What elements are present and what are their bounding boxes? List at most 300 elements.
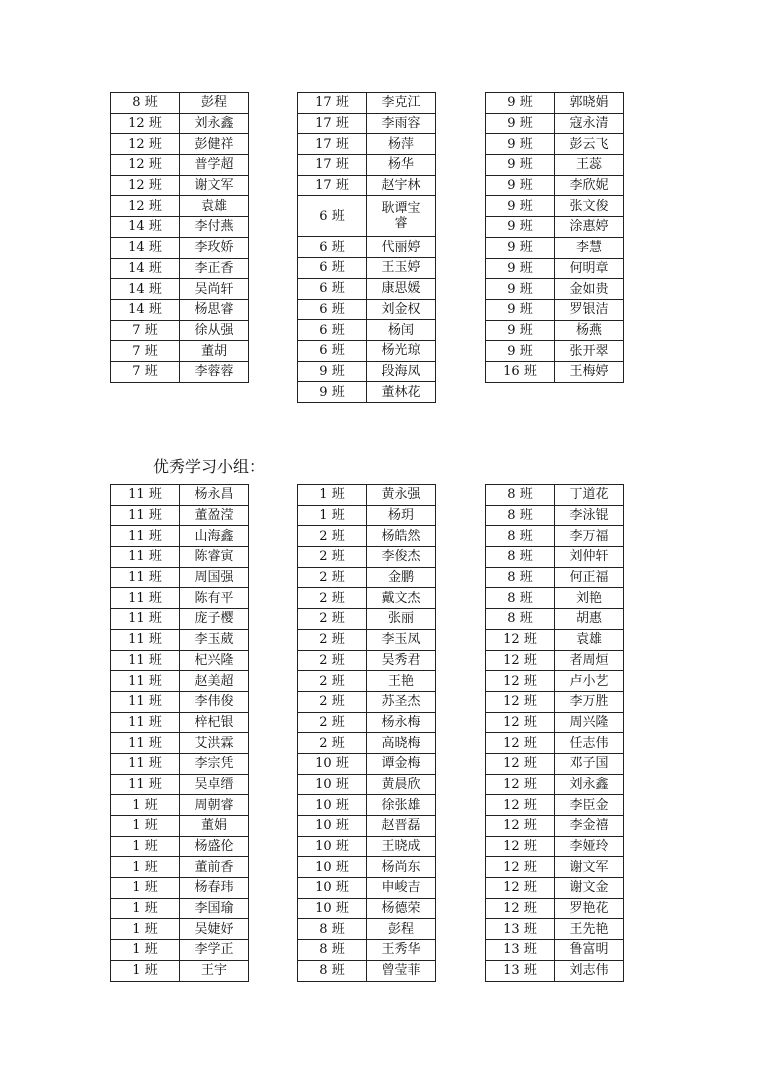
student-name-cell: 曾莹菲 bbox=[367, 960, 436, 981]
table-row bbox=[298, 919, 436, 940]
class-cell: 1 班 bbox=[298, 485, 367, 506]
student-name-cell: 董胡 bbox=[180, 341, 249, 362]
student-name-cell: 李蓉蓉 bbox=[180, 361, 249, 382]
table-row bbox=[486, 341, 624, 362]
table-row bbox=[486, 878, 624, 899]
class-cell: 1 班 bbox=[111, 836, 180, 857]
table-row bbox=[111, 588, 249, 609]
class-cell: 1 班 bbox=[111, 878, 180, 899]
table-row bbox=[298, 196, 436, 237]
student-name-cell: 谢文军 bbox=[555, 857, 624, 878]
student-name-cell: 杨德荣 bbox=[367, 898, 436, 919]
table-row bbox=[298, 485, 436, 506]
student-name-cell: 杨盛伦 bbox=[180, 836, 249, 857]
class-cell: 10 班 bbox=[298, 753, 367, 774]
class-cell: 8 班 bbox=[486, 547, 555, 568]
class-cell: 11 班 bbox=[111, 588, 180, 609]
student-name-cell: 赵美超 bbox=[180, 671, 249, 692]
student-name-cell: 何明章 bbox=[555, 258, 624, 279]
table-row bbox=[486, 671, 624, 692]
table-row bbox=[111, 753, 249, 774]
class-cell: 10 班 bbox=[298, 898, 367, 919]
class-cell: 12 班 bbox=[111, 113, 180, 134]
student-name-cell: 杨皓然 bbox=[367, 526, 436, 547]
table-row bbox=[111, 299, 249, 320]
class-cell: 12 班 bbox=[486, 671, 555, 692]
table-row bbox=[111, 547, 249, 568]
class-cell: 8 班 bbox=[486, 526, 555, 547]
class-cell: 14 班 bbox=[111, 217, 180, 238]
class-cell: 2 班 bbox=[298, 547, 367, 568]
table-row bbox=[298, 898, 436, 919]
class-cell: 11 班 bbox=[111, 629, 180, 650]
table-row bbox=[111, 898, 249, 919]
student-name-cell: 谭金梅 bbox=[367, 753, 436, 774]
table-row bbox=[486, 960, 624, 981]
student-name-cell: 李克江 bbox=[367, 93, 436, 114]
student-name-cell: 李玉凤 bbox=[367, 629, 436, 650]
class-cell: 17 班 bbox=[298, 134, 367, 155]
top-roster-table-2 bbox=[297, 92, 436, 403]
class-cell: 9 班 bbox=[486, 196, 555, 217]
table-row bbox=[111, 196, 249, 217]
class-cell: 9 班 bbox=[298, 361, 367, 382]
student-name-cell: 艾洪霖 bbox=[180, 733, 249, 754]
student-name-cell: 丁道花 bbox=[555, 485, 624, 506]
student-name-cell: 刘仲轩 bbox=[555, 547, 624, 568]
class-cell: 17 班 bbox=[298, 113, 367, 134]
student-name-cell: 张开翠 bbox=[555, 341, 624, 362]
table-row bbox=[111, 795, 249, 816]
student-name-cell: 梓杞银 bbox=[180, 712, 249, 733]
student-name-cell: 袁雄 bbox=[180, 196, 249, 217]
class-cell: 1 班 bbox=[111, 960, 180, 981]
table-row bbox=[111, 258, 249, 279]
student-name-cell: 李欣妮 bbox=[555, 175, 624, 196]
class-cell: 17 班 bbox=[298, 155, 367, 176]
class-cell: 2 班 bbox=[298, 629, 367, 650]
student-name-cell: 罗艳花 bbox=[555, 898, 624, 919]
class-cell: 12 班 bbox=[486, 878, 555, 899]
class-cell: 8 班 bbox=[486, 588, 555, 609]
class-cell: 11 班 bbox=[111, 609, 180, 630]
student-name-cell: 卢小艺 bbox=[555, 671, 624, 692]
table-row bbox=[111, 155, 249, 176]
table-row bbox=[111, 650, 249, 671]
class-cell: 12 班 bbox=[111, 175, 180, 196]
student-name-cell: 杨永昌 bbox=[180, 485, 249, 506]
table-row bbox=[111, 505, 249, 526]
table-row bbox=[298, 733, 436, 754]
class-cell: 12 班 bbox=[486, 629, 555, 650]
section-heading: 优秀学习小组： bbox=[153, 457, 266, 476]
class-cell: 10 班 bbox=[298, 878, 367, 899]
student-name-cell: 王蕊 bbox=[555, 155, 624, 176]
table-row bbox=[298, 650, 436, 671]
table-row bbox=[298, 175, 436, 196]
student-name-cell: 刘永鑫 bbox=[180, 113, 249, 134]
student-name-cell: 张丽 bbox=[367, 609, 436, 630]
class-cell: 12 班 bbox=[486, 691, 555, 712]
student-name-cell: 代丽婷 bbox=[367, 237, 436, 258]
class-cell: 12 班 bbox=[486, 898, 555, 919]
class-cell: 8 班 bbox=[298, 919, 367, 940]
class-cell: 9 班 bbox=[486, 237, 555, 258]
student-name-cell: 赵晋磊 bbox=[367, 816, 436, 837]
student-name-cell: 彭程 bbox=[367, 919, 436, 940]
class-cell: 9 班 bbox=[486, 175, 555, 196]
class-cell: 1 班 bbox=[111, 898, 180, 919]
table-row bbox=[111, 733, 249, 754]
student-name-cell: 王玉婷 bbox=[367, 258, 436, 279]
student-name-cell: 杨玥 bbox=[367, 505, 436, 526]
table-row bbox=[298, 629, 436, 650]
class-cell: 6 班 bbox=[298, 196, 367, 237]
class-cell: 11 班 bbox=[111, 485, 180, 506]
student-name-cell: 董盈滢 bbox=[180, 505, 249, 526]
table-row bbox=[486, 629, 624, 650]
group-roster-table-2 bbox=[297, 484, 436, 982]
table-row bbox=[486, 898, 624, 919]
class-cell: 9 班 bbox=[486, 279, 555, 300]
table-row bbox=[486, 547, 624, 568]
student-name-cell: 李国瑜 bbox=[180, 898, 249, 919]
table-row bbox=[111, 93, 249, 114]
table-row bbox=[298, 712, 436, 733]
student-name-cell: 任志伟 bbox=[555, 733, 624, 754]
table-row bbox=[486, 505, 624, 526]
student-name-cell: 彭健祥 bbox=[180, 134, 249, 155]
student-name-cell: 王宇 bbox=[180, 960, 249, 981]
student-name-cell: 彭云飞 bbox=[555, 134, 624, 155]
student-name-cell: 吴婕妤 bbox=[180, 919, 249, 940]
student-name-cell: 王秀华 bbox=[367, 940, 436, 961]
table-row bbox=[298, 795, 436, 816]
student-name-cell: 刘志伟 bbox=[555, 960, 624, 981]
student-name-cell: 周朝睿 bbox=[180, 795, 249, 816]
table-row bbox=[111, 857, 249, 878]
student-name-cell: 刘永鑫 bbox=[555, 774, 624, 795]
student-name-cell: 王晓成 bbox=[367, 836, 436, 857]
table-row bbox=[298, 237, 436, 258]
class-cell: 12 班 bbox=[486, 857, 555, 878]
student-name-cell: 李正香 bbox=[180, 258, 249, 279]
student-name-cell: 李玉葳 bbox=[180, 629, 249, 650]
student-name-cell: 徐张雄 bbox=[367, 795, 436, 816]
student-name-cell: 袁雄 bbox=[555, 629, 624, 650]
student-name-cell: 高晓梅 bbox=[367, 733, 436, 754]
table-row bbox=[111, 113, 249, 134]
table-row bbox=[486, 196, 624, 217]
class-cell: 8 班 bbox=[111, 93, 180, 114]
student-name-cell: 申峻吉 bbox=[367, 878, 436, 899]
table-row bbox=[111, 816, 249, 837]
table-row bbox=[111, 629, 249, 650]
student-name-cell: 罗银洁 bbox=[555, 299, 624, 320]
class-cell: 2 班 bbox=[298, 588, 367, 609]
table-row bbox=[298, 547, 436, 568]
class-cell: 12 班 bbox=[486, 650, 555, 671]
table-row bbox=[486, 175, 624, 196]
class-cell: 11 班 bbox=[111, 526, 180, 547]
class-cell: 2 班 bbox=[298, 712, 367, 733]
class-cell: 10 班 bbox=[298, 774, 367, 795]
student-name-cell: 谢文金 bbox=[555, 878, 624, 899]
student-name-cell: 陈睿寅 bbox=[180, 547, 249, 568]
table-row bbox=[298, 113, 436, 134]
student-name-cell: 郭晓娟 bbox=[555, 93, 624, 114]
class-cell: 2 班 bbox=[298, 567, 367, 588]
table-row bbox=[298, 526, 436, 547]
class-cell: 12 班 bbox=[111, 196, 180, 217]
class-cell: 9 班 bbox=[486, 217, 555, 238]
class-cell: 8 班 bbox=[486, 505, 555, 526]
student-name-cell: 杨尚东 bbox=[367, 857, 436, 878]
class-cell: 1 班 bbox=[111, 795, 180, 816]
table-row bbox=[298, 753, 436, 774]
class-cell: 14 班 bbox=[111, 299, 180, 320]
class-cell: 2 班 bbox=[298, 609, 367, 630]
table-row bbox=[298, 258, 436, 279]
table-row bbox=[298, 836, 436, 857]
class-cell: 11 班 bbox=[111, 567, 180, 588]
table-row bbox=[486, 753, 624, 774]
class-cell: 1 班 bbox=[111, 816, 180, 837]
student-name-cell: 者周烜 bbox=[555, 650, 624, 671]
table-row bbox=[298, 940, 436, 961]
class-cell: 12 班 bbox=[486, 753, 555, 774]
student-name-cell: 戴文杰 bbox=[367, 588, 436, 609]
table-row bbox=[298, 588, 436, 609]
table-row bbox=[298, 382, 436, 403]
class-cell: 11 班 bbox=[111, 691, 180, 712]
class-cell: 11 班 bbox=[111, 753, 180, 774]
table-row bbox=[486, 93, 624, 114]
class-cell: 9 班 bbox=[486, 93, 555, 114]
class-cell: 9 班 bbox=[486, 258, 555, 279]
student-name-cell: 康思媛 bbox=[367, 278, 436, 299]
class-cell: 11 班 bbox=[111, 712, 180, 733]
table-row bbox=[486, 567, 624, 588]
table-row bbox=[111, 774, 249, 795]
student-name-cell: 董前香 bbox=[180, 857, 249, 878]
table-row bbox=[111, 341, 249, 362]
student-name-cell: 李娅玲 bbox=[555, 836, 624, 857]
student-name-cell: 董娟 bbox=[180, 816, 249, 837]
table-row bbox=[298, 320, 436, 341]
table-row bbox=[111, 567, 249, 588]
student-name-cell: 李万福 bbox=[555, 526, 624, 547]
student-name-cell: 董林花 bbox=[367, 382, 436, 403]
student-name-cell: 周兴隆 bbox=[555, 712, 624, 733]
table-row bbox=[111, 919, 249, 940]
table-row bbox=[298, 774, 436, 795]
class-cell: 11 班 bbox=[111, 774, 180, 795]
student-name-cell: 徐从强 bbox=[180, 320, 249, 341]
table-row bbox=[486, 919, 624, 940]
class-cell: 2 班 bbox=[298, 526, 367, 547]
class-cell: 13 班 bbox=[486, 919, 555, 940]
class-cell: 9 班 bbox=[298, 382, 367, 403]
class-cell: 11 班 bbox=[111, 547, 180, 568]
class-cell: 7 班 bbox=[111, 341, 180, 362]
class-cell: 12 班 bbox=[486, 733, 555, 754]
student-name-cell: 张文俊 bbox=[555, 196, 624, 217]
table-row bbox=[111, 485, 249, 506]
class-cell: 8 班 bbox=[486, 485, 555, 506]
class-cell: 6 班 bbox=[298, 340, 367, 361]
table-row bbox=[486, 816, 624, 837]
table-row bbox=[298, 609, 436, 630]
student-name-cell: 李俊杰 bbox=[367, 547, 436, 568]
class-cell: 6 班 bbox=[298, 299, 367, 320]
table-row bbox=[486, 857, 624, 878]
student-name-cell: 耿谭宝睿 bbox=[367, 196, 436, 237]
class-cell: 1 班 bbox=[298, 505, 367, 526]
table-row bbox=[486, 320, 624, 341]
table-row bbox=[486, 237, 624, 258]
table-row bbox=[298, 93, 436, 114]
class-cell: 7 班 bbox=[111, 320, 180, 341]
table-row bbox=[486, 299, 624, 320]
class-cell: 16 班 bbox=[486, 361, 555, 382]
student-name-cell: 鲁富明 bbox=[555, 940, 624, 961]
class-cell: 7 班 bbox=[111, 361, 180, 382]
class-cell: 11 班 bbox=[111, 650, 180, 671]
table-row bbox=[486, 609, 624, 630]
table-row bbox=[111, 836, 249, 857]
class-cell: 9 班 bbox=[486, 155, 555, 176]
class-cell: 10 班 bbox=[298, 836, 367, 857]
class-cell: 2 班 bbox=[298, 691, 367, 712]
student-name-cell: 邓子国 bbox=[555, 753, 624, 774]
class-cell: 2 班 bbox=[298, 733, 367, 754]
top-roster-table-3 bbox=[485, 92, 624, 383]
table-row bbox=[111, 960, 249, 981]
table-row bbox=[298, 691, 436, 712]
table-row bbox=[486, 217, 624, 238]
student-name-cell: 山海鑫 bbox=[180, 526, 249, 547]
table-row bbox=[111, 712, 249, 733]
student-name-cell: 杨光琼 bbox=[367, 340, 436, 361]
student-name-cell: 李付燕 bbox=[180, 217, 249, 238]
table-row bbox=[486, 258, 624, 279]
student-name-cell: 金如贵 bbox=[555, 279, 624, 300]
class-cell: 10 班 bbox=[298, 857, 367, 878]
class-cell: 11 班 bbox=[111, 733, 180, 754]
class-cell: 9 班 bbox=[486, 299, 555, 320]
student-name-cell: 杨永梅 bbox=[367, 712, 436, 733]
student-name-cell: 周国强 bbox=[180, 567, 249, 588]
class-cell: 6 班 bbox=[298, 278, 367, 299]
class-cell: 1 班 bbox=[111, 940, 180, 961]
student-name-cell: 吴尚轩 bbox=[180, 279, 249, 300]
class-cell: 2 班 bbox=[298, 650, 367, 671]
student-name-cell: 金鹏 bbox=[367, 567, 436, 588]
class-cell: 13 班 bbox=[486, 940, 555, 961]
table-row bbox=[486, 113, 624, 134]
class-cell: 14 班 bbox=[111, 258, 180, 279]
table-row bbox=[298, 857, 436, 878]
student-name-cell: 黄晨欣 bbox=[367, 774, 436, 795]
class-cell: 14 班 bbox=[111, 237, 180, 258]
table-row bbox=[111, 940, 249, 961]
table-row bbox=[111, 361, 249, 382]
class-cell: 1 班 bbox=[111, 919, 180, 940]
student-name-cell: 刘艳 bbox=[555, 588, 624, 609]
class-cell: 9 班 bbox=[486, 134, 555, 155]
class-cell: 12 班 bbox=[111, 134, 180, 155]
student-name-cell: 普学超 bbox=[180, 155, 249, 176]
class-cell: 6 班 bbox=[298, 320, 367, 341]
table-row bbox=[486, 526, 624, 547]
student-name-cell: 刘金权 bbox=[367, 299, 436, 320]
table-row bbox=[298, 361, 436, 382]
student-name-cell: 涂惠婷 bbox=[555, 217, 624, 238]
class-cell: 9 班 bbox=[486, 320, 555, 341]
top-roster-table-1 bbox=[110, 92, 249, 383]
class-cell: 17 班 bbox=[298, 93, 367, 114]
student-name-cell: 杨闰 bbox=[367, 320, 436, 341]
student-name-cell: 赵宇林 bbox=[367, 175, 436, 196]
class-cell: 8 班 bbox=[486, 609, 555, 630]
student-name-cell: 杨燕 bbox=[555, 320, 624, 341]
table-row bbox=[298, 134, 436, 155]
student-name-cell: 陈有平 bbox=[180, 588, 249, 609]
table-row bbox=[298, 505, 436, 526]
table-row bbox=[111, 878, 249, 899]
class-cell: 14 班 bbox=[111, 279, 180, 300]
student-name-cell: 谢文军 bbox=[180, 175, 249, 196]
student-name-cell: 杨华 bbox=[367, 155, 436, 176]
table-row bbox=[486, 361, 624, 382]
student-name-cell: 杨思睿 bbox=[180, 299, 249, 320]
student-name-cell: 胡惠 bbox=[555, 609, 624, 630]
class-cell: 12 班 bbox=[111, 155, 180, 176]
student-name-cell: 段海凤 bbox=[367, 361, 436, 382]
table-row bbox=[486, 485, 624, 506]
table-row bbox=[486, 733, 624, 754]
class-cell: 1 班 bbox=[111, 857, 180, 878]
group-roster-table-3 bbox=[485, 484, 624, 982]
class-cell: 6 班 bbox=[298, 258, 367, 279]
student-name-cell: 李金禧 bbox=[555, 816, 624, 837]
student-name-cell: 王艳 bbox=[367, 671, 436, 692]
class-cell: 8 班 bbox=[486, 567, 555, 588]
table-row bbox=[298, 878, 436, 899]
table-row bbox=[111, 320, 249, 341]
table-row bbox=[298, 816, 436, 837]
class-cell: 17 班 bbox=[298, 175, 367, 196]
table-row bbox=[298, 671, 436, 692]
group-roster-table-1 bbox=[110, 484, 249, 982]
table-row bbox=[486, 691, 624, 712]
table-row bbox=[111, 237, 249, 258]
student-name-cell: 李学正 bbox=[180, 940, 249, 961]
student-name-cell: 苏圣杰 bbox=[367, 691, 436, 712]
student-name-cell: 杨萍 bbox=[367, 134, 436, 155]
table-row bbox=[486, 650, 624, 671]
student-name-cell: 王先艳 bbox=[555, 919, 624, 940]
student-name-cell: 李泳锟 bbox=[555, 505, 624, 526]
student-name-cell: 杞兴隆 bbox=[180, 650, 249, 671]
class-cell: 13 班 bbox=[486, 960, 555, 981]
table-row bbox=[298, 155, 436, 176]
class-cell: 10 班 bbox=[298, 816, 367, 837]
table-row bbox=[111, 609, 249, 630]
table-row bbox=[298, 299, 436, 320]
table-row bbox=[486, 588, 624, 609]
